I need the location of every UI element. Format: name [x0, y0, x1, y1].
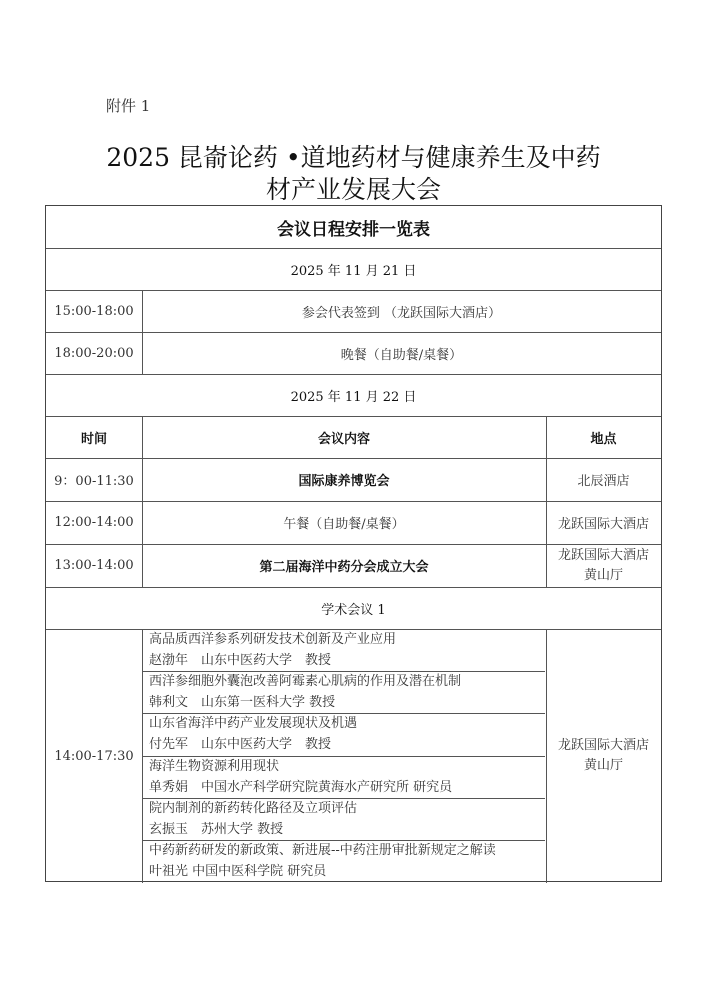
day2-row2-location: 龙跃国际大酒店 — [557, 517, 649, 532]
talk-item — [149, 840, 496, 882]
talk-topic: 高品质西洋参系列研发技术创新及产业应用 — [149, 632, 397, 647]
day1-row1-content: 参会代表签到 （龙跃国际大酒店） — [301, 305, 502, 321]
talk-speaker: 叶祖光 中国中医科学院 研究员 — [149, 864, 327, 879]
talk-item — [149, 629, 396, 671]
talk-speaker: 玄振玉 苏州大学 教授 — [149, 822, 284, 837]
day2-row1-content: 国际康养博览会 — [298, 474, 390, 489]
header-location: 地点 — [590, 431, 617, 447]
col-divider — [142, 629, 143, 883]
day2-row2-content: 午餐（自助餐/桌餐） — [283, 517, 405, 532]
talk-item — [149, 756, 452, 798]
talk-topic: 西洋参细胞外囊泡改善阿霉素心肌病的作用及潜在机制 — [149, 674, 462, 689]
session-title: 学术会议 1 — [321, 602, 386, 618]
session-time: 14:00-17:30 — [54, 748, 134, 764]
talk-item — [149, 713, 357, 755]
talk-item — [149, 798, 357, 840]
day2-date: 2025 年 11 月 22 日 — [290, 389, 417, 405]
day1-row1-time: 15:00-18:00 — [54, 303, 134, 319]
talk-speaker: 韩利文 山东第一医科大学 教授 — [149, 695, 336, 710]
location-line2: 黄山厅 — [583, 567, 623, 583]
talk-topic: 山东省海洋中药产业发展现状及机遇 — [149, 716, 358, 731]
header-time: 时间 — [80, 431, 107, 447]
day2-row1-location: 北辰酒店 — [577, 474, 630, 489]
talk-speaker: 付先军 山东中医药大学 教授 — [149, 737, 332, 752]
talk-item — [149, 671, 461, 713]
talk-speaker: 单秀娟 中国水产科学研究院黄海水产研究所 研究员 — [149, 780, 453, 795]
page-title-line1: 2025 昆嵛论药 •道地药材与健康养生及中药 — [106, 143, 601, 172]
location-line1: 龙跃国际大酒店 — [557, 547, 649, 563]
talk-topic: 院内制剂的新药转化路径及立项评估 — [149, 801, 358, 816]
attachment-label: 附件 1 — [106, 97, 151, 115]
talk-speaker: 赵渤年 山东中医药大学 教授 — [149, 653, 332, 668]
day2-row3-time: 13:00-14:00 — [54, 558, 134, 573]
day1-date: 2025 年 11 月 21 日 — [290, 263, 417, 279]
day1-row2-time: 18:00-20:00 — [54, 345, 134, 361]
day2-row1-time: 9：00-11:30 — [54, 474, 134, 489]
header-content: 会议内容 — [317, 431, 370, 447]
schedule-title: 会议日程安排一览表 — [277, 219, 430, 240]
location-line2: 黄山厅 — [583, 758, 623, 773]
talk-topic: 海洋生物资源利用现状 — [149, 759, 280, 774]
day2-row3-content: 第二届海洋中药分会成立大会 — [259, 560, 429, 575]
day1-row2-content: 晚餐（自助餐/桌餐） — [340, 347, 463, 363]
schedule-table — [45, 205, 662, 882]
page-title-line2: 材产业发展大会 — [265, 175, 441, 204]
talk-topic: 中药新药研发的新政策、新进展--中药注册审批新规定之解读 — [149, 843, 496, 858]
session-location — [546, 629, 661, 883]
day2-row2-time: 12:00-14:00 — [54, 515, 134, 530]
day2-row3-location — [546, 544, 661, 587]
location-line1: 龙跃国际大酒店 — [557, 738, 649, 753]
